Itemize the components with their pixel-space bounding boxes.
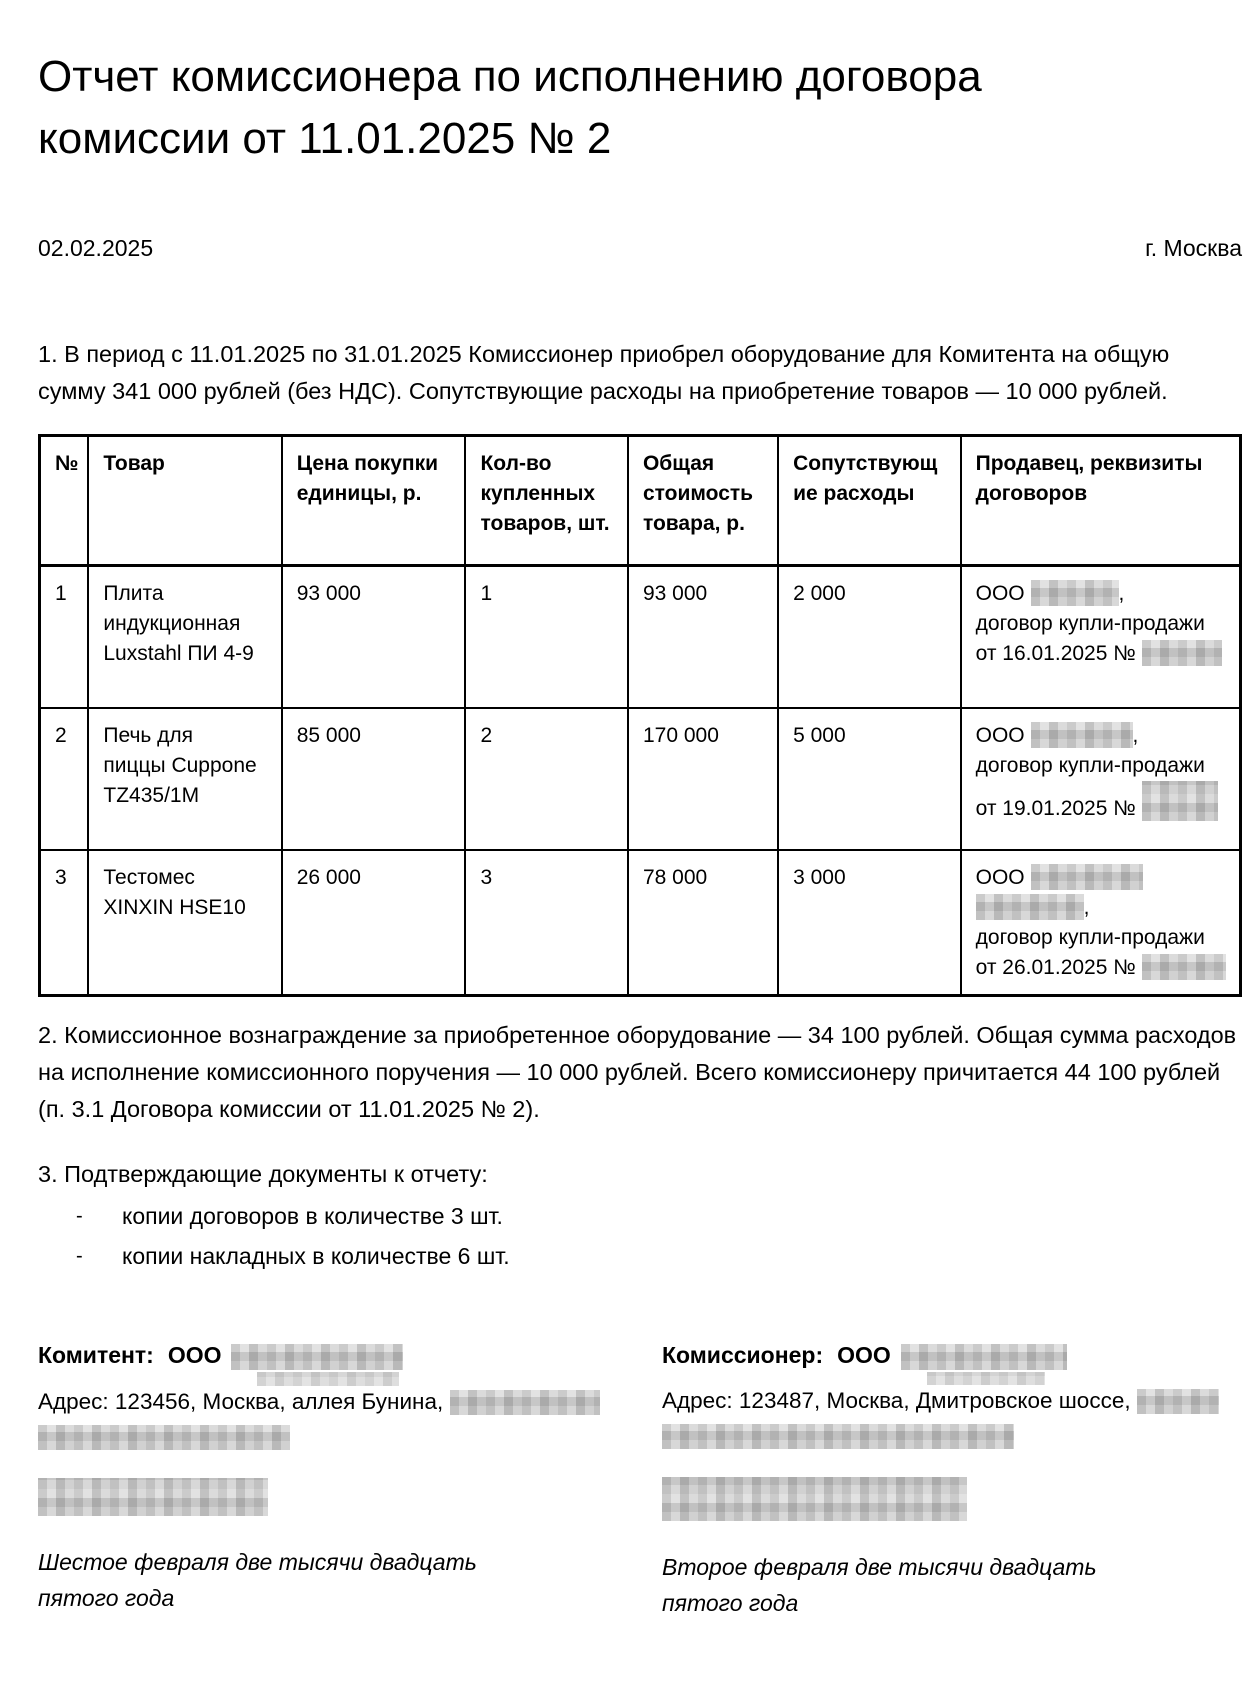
committent-address-line <box>38 1387 578 1417</box>
cell-product <box>88 708 281 850</box>
redacted-block <box>901 1344 1067 1370</box>
redacted-block <box>231 1344 403 1370</box>
header-unit-price: Цена покупки единицы, р. <box>282 436 466 566</box>
product-line: Тестомес <box>103 865 195 889</box>
attachments-list <box>38 1197 1242 1275</box>
commissioner-address-line <box>662 1386 1242 1416</box>
cell-seller <box>961 850 1241 996</box>
document-title: Отчет комиссионера по исполнению договора комиссии от 11.01.2025 № 2 <box>38 52 982 163</box>
table-row <box>40 850 1241 996</box>
header-related-expenses: Сопутствующие расходы <box>778 436 961 566</box>
redacted-block <box>1137 1389 1219 1414</box>
address-text: Адрес: 123487, Москва, Дмитровское шоссе, <box>662 1388 1131 1413</box>
cell-num: 2 <box>40 708 89 850</box>
seller-date-line: от 19.01.2025 № <box>975 796 1136 820</box>
committent-date-in-words: Шестое февраля две тысячи двадцать пятого года <box>38 1549 477 1611</box>
redacted-block <box>450 1390 600 1415</box>
date-city-row <box>38 234 1242 262</box>
paragraph-2: 2. Комиссионное вознаграждение за приобретенное оборудование — 34 100 рублей. Общая сумма расходов на исполнение комиссионного поручения — 10 000 рублей. Всего комиссионеру причитается 44 100 рублей (п. 3.1 Договора комиссии от 11.01.2025 № 2). <box>38 1022 1237 1122</box>
product-line: индукционная <box>103 612 241 635</box>
header-product: Товар <box>88 436 281 566</box>
redacted-block <box>1142 640 1222 666</box>
seller-contract-line: договор купли-продажи <box>975 925 1205 949</box>
cell-total-cost: 170 000 <box>628 708 778 850</box>
table-row <box>40 566 1241 708</box>
document-city: г. Москва <box>1145 235 1242 261</box>
address-text: Адрес: 123456, Москва, аллея Бунина, <box>38 1389 444 1414</box>
header-seller: Продавец, реквизиты договоров <box>961 436 1241 566</box>
committent-role-line <box>38 1337 578 1379</box>
redacted-block <box>976 894 1084 920</box>
header-num: № <box>40 436 89 566</box>
cell-num: 3 <box>40 850 89 996</box>
seller-org-prefix: ООО <box>975 723 1025 747</box>
product-line: Плита <box>103 582 164 605</box>
commissioner-role-line <box>662 1337 1242 1378</box>
org-prefix: ООО <box>837 1342 891 1368</box>
cell-related-expenses: 5 000 <box>778 708 961 850</box>
product-line: пиццы Cuppone <box>103 753 257 777</box>
header-qty: Кол-во купленных товаров, шт. <box>465 436 627 566</box>
cell-num: 1 <box>40 566 89 708</box>
seller-org-prefix: ООО <box>975 865 1025 889</box>
commissioner-date-in-words: Второе февраля две тысячи двадцать пятого года <box>662 1554 1097 1616</box>
seller-contract-line: договор купли-продажи <box>975 612 1205 635</box>
seller-org-prefix: ООО <box>975 582 1025 605</box>
cell-qty: 1 <box>465 566 627 708</box>
bullet-text: копии накладных в количестве 6 шт. <box>122 1243 510 1269</box>
cell-product <box>88 566 281 708</box>
seller-date-line: от 26.01.2025 № <box>975 955 1136 979</box>
paragraph-3-heading: 3. Подтверждающие документы к отчету: <box>38 1161 488 1187</box>
cell-related-expenses: 3 000 <box>778 850 961 996</box>
committent-column <box>38 1337 578 1621</box>
bullet-dash: - <box>76 1205 83 1227</box>
goods-table <box>38 434 1242 997</box>
seller-comma: , <box>1132 723 1139 747</box>
cell-related-expenses: 2 000 <box>778 566 961 708</box>
redacted-block <box>927 1372 1045 1385</box>
seller-date-line: от 16.01.2025 № <box>975 642 1136 665</box>
seller-comma: , <box>1083 895 1090 919</box>
product-line: Печь для <box>103 723 194 747</box>
redacted-block <box>1031 722 1133 748</box>
list-item <box>76 1197 1176 1235</box>
redacted-block <box>257 1372 399 1386</box>
cell-unit-price: 26 000 <box>282 850 466 996</box>
cell-seller <box>961 708 1241 850</box>
table-header-row <box>40 436 1241 566</box>
product-line: TZ435/1M <box>103 783 200 807</box>
cell-qty: 2 <box>465 708 627 850</box>
cell-unit-price: 85 000 <box>282 708 466 850</box>
cell-unit-price: 93 000 <box>282 566 466 708</box>
cell-qty: 3 <box>465 850 627 996</box>
redacted-block <box>662 1424 1014 1449</box>
list-item <box>76 1237 1176 1275</box>
redacted-block <box>1031 864 1143 890</box>
paragraph-1: 1. В период с 11.01.2025 по 31.01.2025 Комиссионер приобрел оборудование для Комитента на общую сумму 341 000 рублей (без НДС). Сопутствующие расходы на приобретение товаров — 10 000 рублей. <box>38 341 1170 404</box>
role-label: Комиссионер: <box>662 1342 824 1368</box>
cell-product <box>88 850 281 996</box>
commissioner-column <box>662 1337 1242 1621</box>
signature-redacted-block <box>38 1478 268 1516</box>
redacted-block <box>38 1425 290 1450</box>
seller-contract-line: договор купли-продажи <box>975 753 1205 777</box>
product-line: Luxstahl ПИ 4-9 <box>103 642 254 665</box>
redacted-block <box>1031 580 1119 606</box>
bullet-dash: - <box>76 1245 83 1267</box>
role-label: Комитент: <box>38 1342 154 1368</box>
redacted-block <box>1142 954 1226 980</box>
cell-total-cost: 78 000 <box>628 850 778 996</box>
document-date: 02.02.2025 <box>38 235 154 261</box>
product-line: XINXIN HSE10 <box>103 895 246 919</box>
seller-comma: , <box>1118 582 1125 605</box>
org-prefix: ООО <box>167 1342 222 1368</box>
cell-total-cost: 93 000 <box>628 566 778 708</box>
cell-seller <box>961 566 1241 708</box>
header-total-cost: Общая стоимость товара, р. <box>628 436 778 566</box>
bullet-text: копии договоров в количестве 3 шт. <box>122 1203 503 1229</box>
signature-redacted-block <box>662 1477 967 1521</box>
signatures-section <box>38 1337 1242 1621</box>
table-row <box>40 708 1241 850</box>
redacted-block <box>1142 781 1218 821</box>
